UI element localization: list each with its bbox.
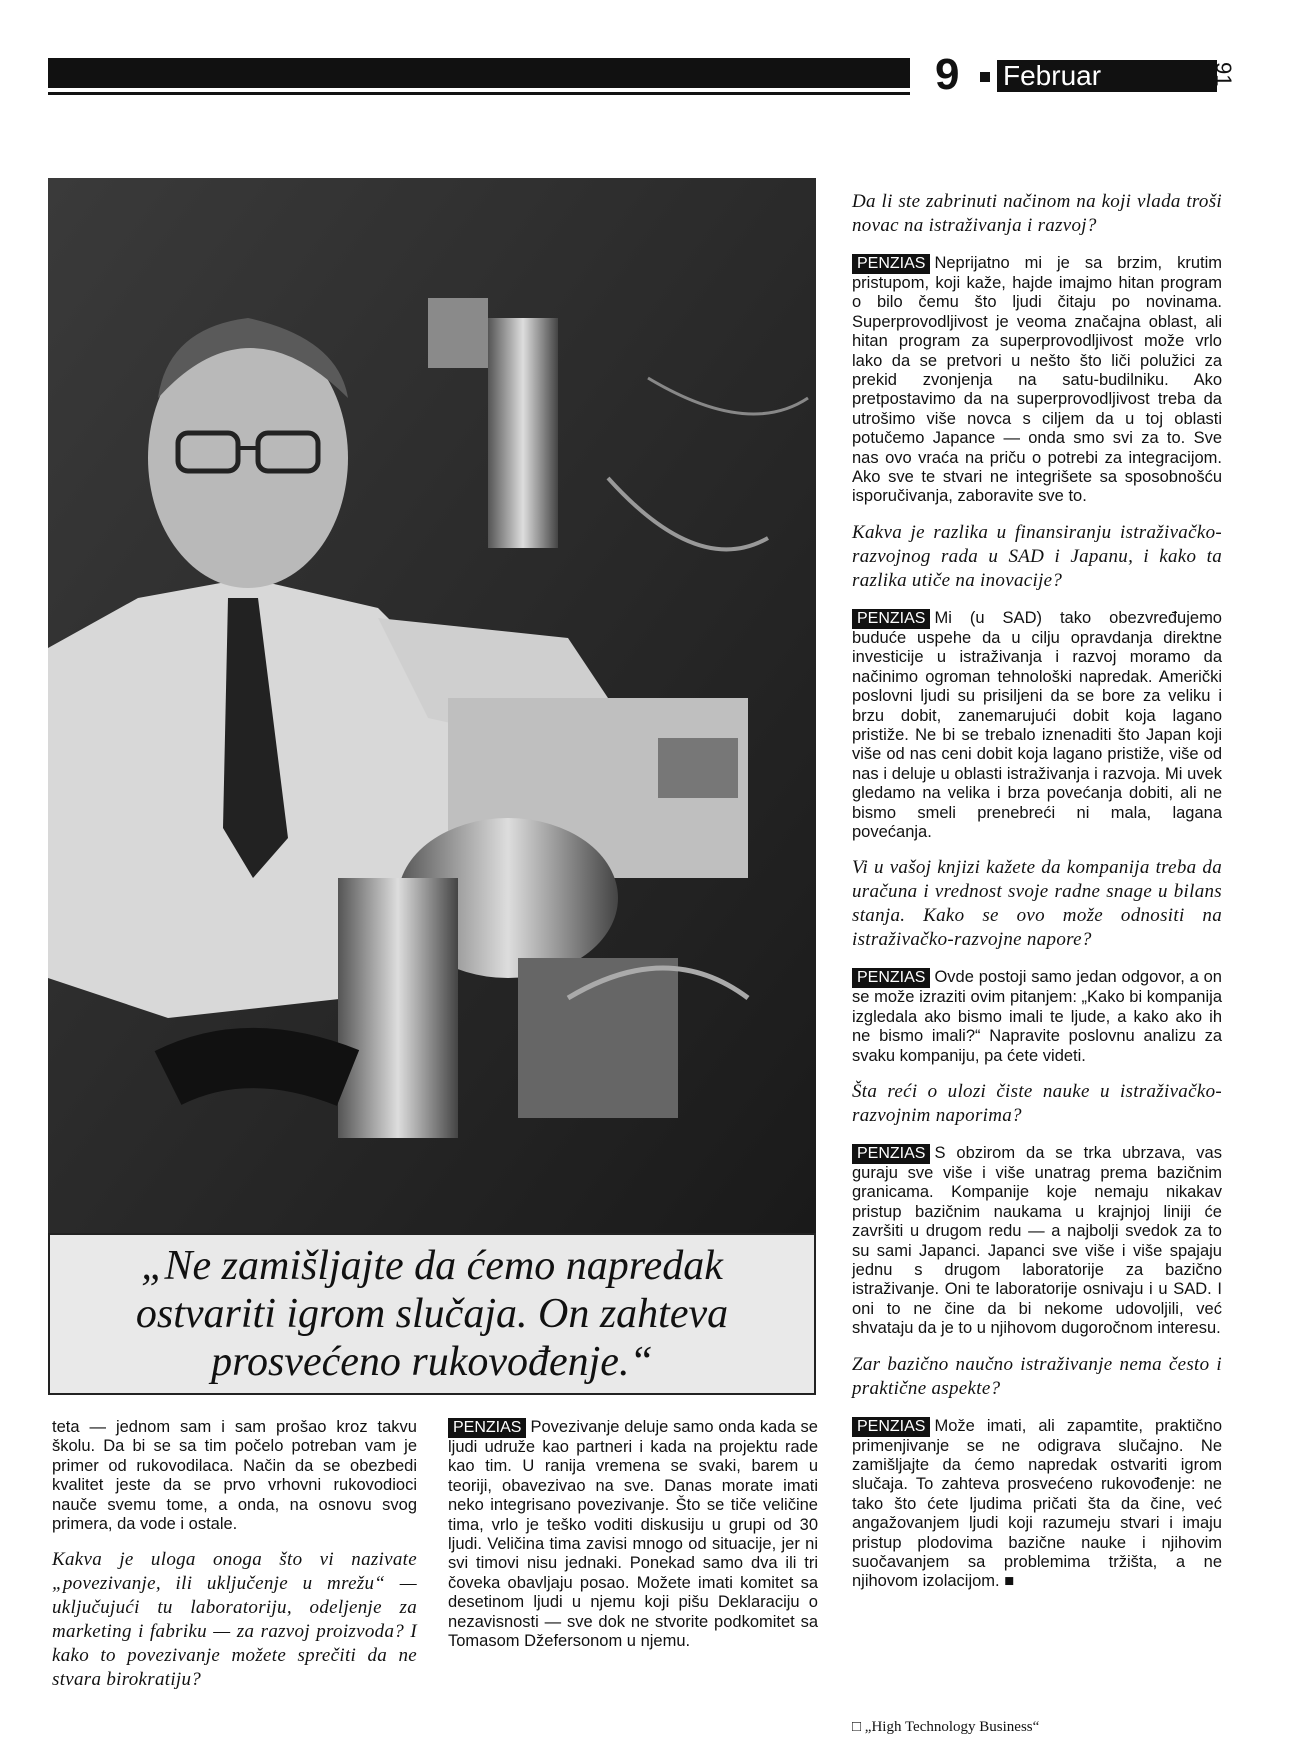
answer-text: Može imati, ali zapamtite, praktično primenjivanje se ne odigrava slučajno. Ne zamišljajte da ćemo napredak ostvariti igrom slučaja. To zahteva prosvećeno rukovođenje: ne tako što ćete ljudima pričati šta da čine, već angažovanjem ljudi koji razumeju stvari i imaju pristup plodovima bazične nauke i njihovim suočavanjem sa problemima tržišta, a ne njihovom izolacijom. ■ xyxy=(852,1416,1222,1591)
pull-quote-text: „Ne zamišljajte da ćemo napredak ostvariti igrom slučaja. On zahteva prosvećeno rukovođenje.“ xyxy=(135,1243,729,1385)
photo-scientist-with-equipment xyxy=(48,178,816,1233)
photo-illustration xyxy=(48,178,816,1233)
speaker-tag: PENZIAS xyxy=(448,1418,526,1438)
issue-number: 9 xyxy=(935,50,960,99)
interview-question: Kakva je razlika u finansiranju istraživačko-razvojnog rada u SAD i Japanu, i kako ta razlika utiče na inovacije? xyxy=(852,521,1222,591)
speaker-tag: PENZIAS xyxy=(852,1144,930,1164)
speaker-tag: PENZIAS xyxy=(852,968,930,988)
source-note: □ „High Technology Business“ xyxy=(852,1719,1040,1735)
right-text-column xyxy=(852,176,1222,1600)
answer-text: Neprijatno mi je sa brzim, krutim pristupom, koji kaže, hajde imajmo hitan program o bilo čemu što ljudi čitaju po novinama. Superprovodljivost je veoma značajna oblast, ali hitan program za superprovodljivost može vrlo lako da se pretvori u nešto što liči polužici za prekid zvonjenja na satu-budilniku. Ako pretpostavimo da na superprovodljivost treba da utrošimo više novca s ciljem da u toj oblasti potučemo Japance — onda smo svi za to. Sve nas ovo vraća na priču o potrebi za integracijom. Ako sve te stvari ne integrišete sa sposobnošću isporučivanja, zaboravite sve to. xyxy=(852,254,1222,506)
interview-question: Vi u vašoj knjizi kažete da kompanija treba da uračuna i vrednost svoje radne snage u bilans stanja. Kako se ovo može odnositi na istraživačko-razvojne napore? xyxy=(852,857,1222,951)
issue-date: Februar 1990. xyxy=(997,60,1175,92)
interview-answer xyxy=(852,1417,1222,1592)
page-number: 91 xyxy=(1211,62,1236,87)
answer-text: Mi (u SAD) tako obezvređujemo buduće uspehe da u cilju opravdanja direktne investicije u istraživanja i razvoj moramo da načinimo ogroman tehnološki napredak. Američki poslovni ljudi su prisiljeni da se bore za veliku i brzu dobit, zanemarujući dobit koja lagano pristiže. Ne bi se trebalo iznenaditi što Japan koji više od nas ceni dobit koja lagano pristiže, više od nas i deluje u oblasti istraživanja i razvoja. Mi uvek gledamo na velika i brza povećanja dobiti, ali ne bismo smeli prenebreći ni mala, lagana povećanja. xyxy=(852,608,1222,841)
interview-answer xyxy=(852,968,1222,1066)
body-paragraph: teta — jednom sam i sam prošao kroz takvu školu. Da bi se sa tim počelo potreban vam je primer od rukovodilaca. Način da se obezbedi kvalitet jeste da se prvo vrhovni rukovodioci nauče svemu tome, a onda, na osnovu svog primera, da vode i ostale. xyxy=(52,1418,417,1534)
speaker-tag: PENZIAS xyxy=(852,609,930,629)
answer-text: S obzirom da se trka ubrzava, vas guraju sve više i više unatrag prema bazičnim granicama. Kompanije koje nemaju nikakav pristup bazičnim naukama u krajnjoj liniji će završiti u drugom redu — a najbolji svedok za to su sami Japanci. Japanci sve više i više spajaju jednu s drugom laboratorije za bazično istraživanje. Oni te laboratorije osnivaju i u SAD. I oni to ne čine da bi nekome udovoljili, već shvataju da je to u njihovom dugoročnom interesu. xyxy=(852,1143,1222,1338)
bottom-left-text-column xyxy=(52,1418,417,1708)
header-rule xyxy=(48,92,910,95)
interview-question: Da li ste zabrinuti načinom na koji vlada troši novac na istraživanja i razvoj? xyxy=(852,191,1222,236)
header-square-bullet xyxy=(980,72,990,82)
interview-answer xyxy=(448,1418,818,1651)
interview-question: Zar bazično naučno istraživanje nema često i praktične aspekte? xyxy=(852,1353,1222,1399)
speaker-tag: PENZIAS xyxy=(852,254,930,274)
header-bar xyxy=(48,58,910,88)
answer-text: Povezivanje deluje samo onda kada se ljudi udruže kao partneri i kada na projektu rade kao tim. U ranija vremena se svaki, barem u teoriji, obavezivao na sve. Danas morate imati neko integrisano povezivanje. Što se tiče veličine tima, vrlo je teško voditi diskusiju u grupi od 30 ljudi. Veličina tima zavisi mnogo od situacije, jer ni svi timovi nisu jednaki. Ponekad samo dva ili tri čoveka obavljaju posao. Možete imati komitet sa desetinom ljudi u njemu koji pišu Deklaraciju o nezavisnosti — sve dok ne stvorite podkomitet sa Tomasom Džefersonom u njemu. xyxy=(448,1418,818,1651)
answer-text: Ovde postoji samo jedan odgovor, a on se može izraziti ovim pitanjem: „Kako bi kompanija izgledala ako bismo imali te ljude, a kako ako ih ne bismo imali?“ Napravite poslovnu analizu za svaku kompaniju, pa ćete videti. xyxy=(852,968,1222,1065)
speaker-tag: PENZIAS xyxy=(852,1417,930,1437)
pull-quote-box xyxy=(48,1233,816,1395)
bottom-middle-text-column xyxy=(448,1418,818,1659)
interview-question: Šta reći o ulozi čiste nauke u istraživačko-razvojnim naporima? xyxy=(852,1080,1222,1126)
interview-question: Kakva je uloga onoga što vi nazivate „povezivanje, ili uključenje u mrežu“ — uključujući tu laboratoriju, odeljenje za marketing i fabriku — za razvoj proizvoda? I kako to povezivanje možete sprečiti da ne stvara birokratiju? xyxy=(52,1549,417,1691)
interview-answer xyxy=(852,1144,1222,1339)
interview-answer xyxy=(852,609,1222,842)
interview-answer xyxy=(852,254,1222,507)
